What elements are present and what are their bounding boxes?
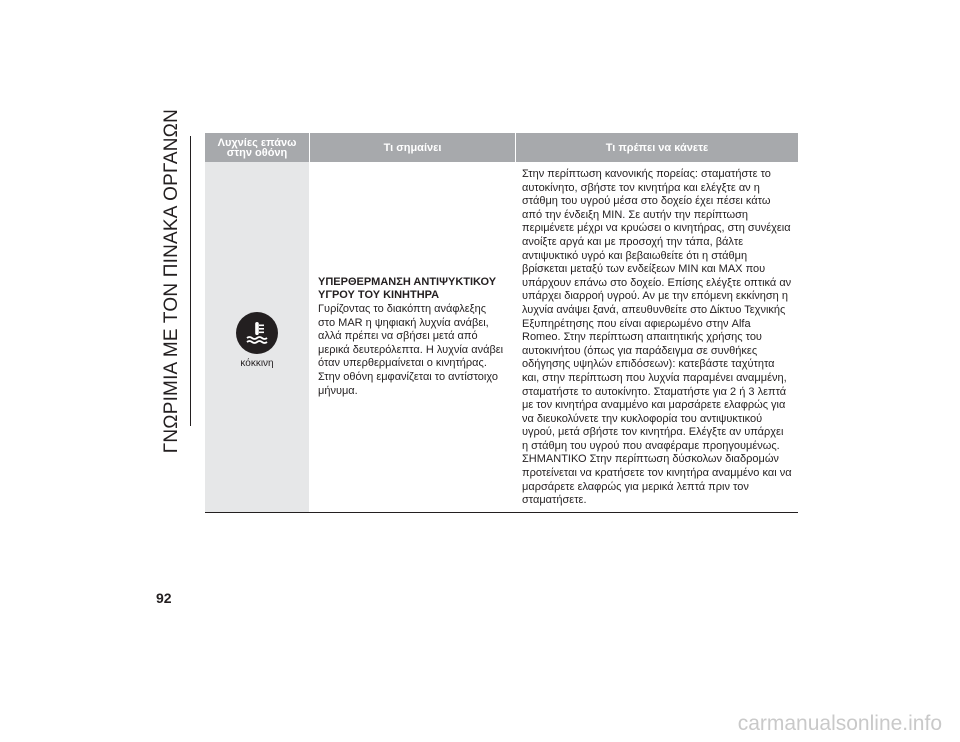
table-row [205, 162, 798, 513]
action-cell: Στην περίπτωση κανονικής πορείας: σταματήστε το αυτοκίνητο, σβήστε τον κινητήρα και ελέγξτε αν η στάθμη του υγρού μέσα στο δοχείο έχει πέσει κάτω από την ένδειξη MIN. Σε αυτήν την περίπτωση περιμένετε μέχρι να κρυώσει ο κινητήρας, στη συνέχεια ανοίξτε αργά και με προσοχή την τάπα, βάλτε αντιψυκτικό υγρό και βεβαιωθείτε ότι η στάθμη βρίσκεται μεταξύ των ενδείξεων MIN και MAX που υπάρχουν επάνω στο δοχείο. Επίσης ελέγξτε οπτικά αν υπάρχει διαρροή υγρού. Αν με την επόμενη εκκίνηση η λυχνία ανάψει ξανά, απευθυνθείτε στο Δίκτυο Τεχνικής Εξυπηρέτησης που είναι αφιερωμένο στην Alfa Romeo. Στην περίπτωση απαιτητικής χρήσης του αυτοκινήτου (όπως για παράδειγμα σε συνθήκες οδήγησης υψηλών επιδόσεων): κατεβάστε ταχύτητα και, στην περίπτωση που λυχνία παραμένει αναμμένη, σταματήστε το αυτοκίνητο. Σταματήστε για 2 ή 3 λεπτά με τον κινητήρα αναμμένο και μαρσάρετε ελαφρώς για να διευκολύνετε την κυκλοφορία του αντιψυκτικού υγρού, μετά σβήστε τον κινητήρα. Ελέγξτε αν υπάρχει η στάθμη του υγρού που αναφέραμε προηγουμένως. ΣΗΜΑΝΤΙΚΟ Στην περίπτωση δύσκολων διαδρομών προτείνεται να κρατήσετε τον κινητήρα αναμμένο και να μαρσάρετε ελαφρώς για μερικά λεπτά πριν τον σταματήσετε. [522, 168, 792, 507]
page-number: 92 [156, 590, 172, 606]
meaning-text: Γυρίζοντας το διακόπτη ανάφλεξης στο MAR η ψηφιακή λυχνία ανάβει, αλλά πρέπει να σβήσει μετά από μερικά δευτερόλεπτα. Η λυχνία ανάβει όταν υπερθερμαίνεται ο κινητήρας. Στην οθόνη εμφανίζεται το αντίστοιχο μήνυμα. [318, 302, 504, 397]
lamp-color-label: κόκκινη [240, 358, 274, 370]
meaning-title: ΥΠΕΡΘΕΡΜΑΝΣΗ ΑΝΤΙΨΥΚΤΙΚΟΥ ΥΓΡΟΥ ΤΟΥ ΚΙΝΗΤΗΡΑ [318, 275, 497, 302]
header-meaning: Τι σημαίνει [310, 133, 516, 162]
engine-coolant-temperature-icon [236, 312, 278, 354]
watermark: carmanualsonline.info [737, 712, 942, 735]
table-header [205, 133, 798, 162]
section-title-rule [190, 136, 191, 426]
header-action: Τι πρέπει να κάνετε [605, 141, 709, 154]
meaning-cell [310, 162, 515, 512]
section-title: ΓΝΩΡΙΜΙΑ ΜΕ ΤΟΝ ΠΙΝΑΚΑ ΟΡΓΑΝΩΝ [161, 108, 182, 454]
warning-lights-table [205, 133, 798, 513]
lamp-cell [205, 162, 310, 512]
header-lamps: Λυχνίες επάνω στην οθόνη [205, 133, 310, 162]
